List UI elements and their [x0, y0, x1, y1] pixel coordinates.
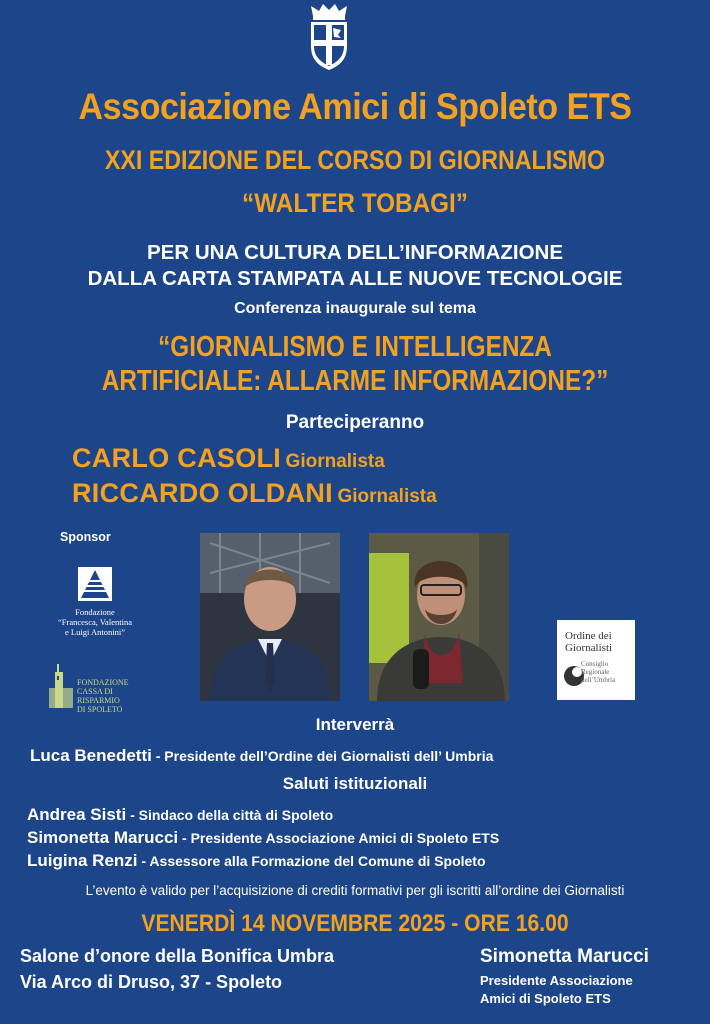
- conference-title-line-2: ARTIFICIALE: ALLARME INFORMAZIONE?”: [101, 365, 609, 397]
- tower-icon: [47, 662, 75, 708]
- subtitle-line-2: DALLA CARTA STAMPATA ALLE NUOVE TECNOLOGIE: [87, 267, 623, 290]
- sponsor-label: Sponsor: [60, 530, 111, 544]
- person-role: - Assessore alla Formazione del Comune di Spoleto: [137, 853, 486, 869]
- ordine-sub-line: dell’Umbria: [581, 676, 616, 684]
- credits-note: L’evento è valido per l’acquisizione di crediti formativi per gli iscritti all’ordine dei Giornalisti: [85, 883, 625, 898]
- photo-riccardo-oldani: [369, 533, 509, 701]
- venue-line-2: Via Arco di Druso, 37 - Spoleto: [20, 972, 283, 992]
- speaker-role: Giornalista: [285, 451, 385, 472]
- conference-intro: Conferenza inaugurale sul tema: [234, 300, 476, 317]
- fondazione-cassa-logo: [47, 662, 147, 714]
- fondazione-antonini-logo: [40, 566, 150, 637]
- speaker-name: RICCARDO OLDANI: [72, 478, 333, 508]
- fondazione-antonini-line: Fondazione: [75, 607, 115, 617]
- person-role: - Presidente dell’Ordine dei Giornalisti dell’ Umbria: [151, 748, 494, 764]
- greeting-renzi: [27, 851, 486, 871]
- person-name: Andrea Sisti: [27, 805, 127, 824]
- person-role: - Sindaco della città di Spoleto: [126, 807, 334, 823]
- fondazione-cassa-line: DI SPOLETO: [77, 705, 123, 714]
- event-date-time: VENERDÌ 14 NOVEMBRE 2025 - ORE 16.00: [141, 910, 569, 937]
- ordine-sub-line: Consiglio: [581, 660, 609, 668]
- person-name: Luca Benedetti: [30, 746, 152, 765]
- subtitle-line-1: PER UNA CULTURA DELL’INFORMAZIONE: [146, 241, 564, 264]
- fondazione-antonini-line: “Francesca, Valentina: [58, 617, 132, 627]
- fondazione-antonini-icon: [77, 566, 113, 602]
- person-name: Simonetta Marucci: [27, 828, 179, 847]
- fondazione-cassa-line: CASSA DI RISPARMIO: [77, 687, 120, 705]
- participants-label: Parteciperanno: [285, 412, 425, 433]
- greeting-sisti: [27, 805, 333, 825]
- portrait-image: [369, 533, 509, 701]
- speaker-casoli: [72, 443, 385, 474]
- organizer-name: Simonetta Marucci: [480, 946, 649, 967]
- conference-title-line-1: “GIORNALISMO E INTELLIGENZA: [158, 331, 552, 363]
- venue-line-1: Salone d’onore della Bonifica Umbra: [20, 946, 335, 966]
- interventions-label: Interverrà: [315, 715, 395, 734]
- greeting-marucci: [27, 828, 499, 848]
- fondazione-cassa-line: FONDAZIONE: [77, 678, 129, 687]
- speaker-oldani: [72, 478, 437, 509]
- ordine-name-line: Ordine dei: [565, 630, 612, 642]
- speaker-role: Giornalista: [337, 486, 437, 507]
- fondazione-antonini-line: e Luigi Antonini”: [65, 627, 125, 637]
- greetings-label: Saluti istituzionali: [282, 774, 428, 793]
- intervention-benedetti: [30, 746, 493, 766]
- ordine-giornalisti-logo: [557, 620, 635, 700]
- organizer-role-line-2: Amici di Spoleto ETS: [480, 991, 611, 1006]
- ordine-sub-line: Regionale: [581, 668, 610, 676]
- person-name: Luigina Renzi: [27, 851, 138, 870]
- speaker-name: CARLO CASOLI: [72, 443, 282, 473]
- ordine-name-line: Giornalisti: [565, 642, 613, 654]
- organizer-role-line-1: Presidente Associazione: [480, 973, 633, 988]
- person-role: - Presidente Associazione Amici di Spoleto ETS: [178, 830, 500, 846]
- association-title: Associazione Amici di Spoleto ETS: [78, 86, 632, 127]
- photo-carlo-casoli: [200, 533, 340, 701]
- coat-of-arms-icon: [305, 2, 353, 72]
- course-name: “WALTER TOBAGI”: [242, 188, 468, 218]
- portrait-image: [200, 533, 340, 701]
- conference-title: [57, 330, 653, 398]
- edition-title: XXI EDIZIONE DEL CORSO DI GIORNALISMO: [104, 145, 606, 175]
